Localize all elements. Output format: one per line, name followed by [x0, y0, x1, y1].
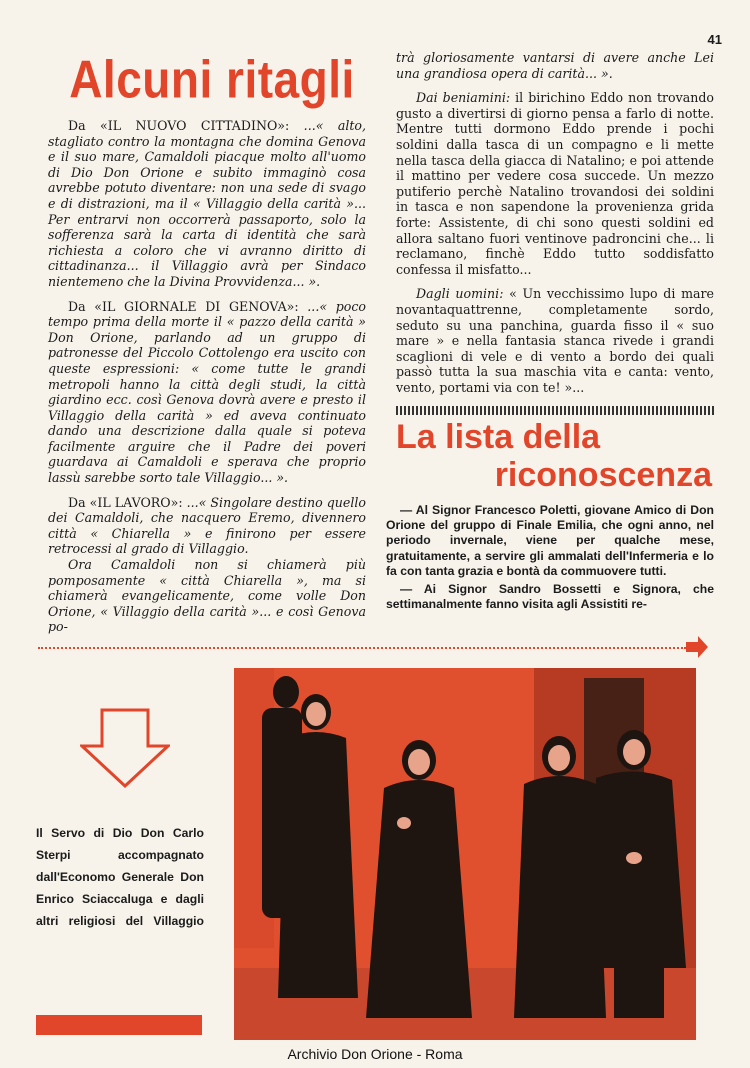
clip-text: ...« Singolare destino quello dei Camaldoli, che nacquero Eremo, divennero città « Chiarella » e finirono per essere retrocessi al grado di Villaggio.: [48, 494, 366, 557]
clip-paragraph: [48, 299, 366, 486]
right-column: [396, 50, 714, 404]
story-text: « Un vecchissimo lupo di mare novantaquattrenne, completamente sordo, seduto su una panchina, guarda fisso il « suo mare » e nella fantasia stanca rivede i grandi scaglioni di vele e di vento a bordo dei quali passò tutta la sua maschia vita e canta: vento, vento, portami via con te! »...: [396, 286, 714, 395]
clip-paragraph: [48, 118, 366, 290]
section-divider: [396, 406, 714, 415]
page-number: 41: [707, 32, 722, 47]
story-paragraph: [396, 90, 714, 277]
clip-source: Da «IL GIORNALE DI GENOVA»:: [68, 298, 299, 314]
lista-title-line1: La lista della: [396, 418, 601, 456]
dotted-separator: [38, 647, 686, 649]
lista-item: — Al Signor Francesco Poletti, giovane Amico di Don Orione del gruppo di Finale Emilia, che ogni anno, nel periodo invernale, viene per qualche mese, gratuitamente, a servire gli ammalati dell'Infermeria e lo fa con tanta grazia e bontà da commuovere tutti.: [386, 503, 714, 578]
clip-source: Da «IL LAVORO»:: [68, 494, 183, 510]
lista-item: — Ai Signor Sandro Bossetti e Signora, che settimanalmente fanno visita agli Assistiti re-: [386, 582, 714, 612]
arrow-right-icon: [686, 636, 708, 658]
lista-title: [396, 418, 716, 494]
clip-text: ...« alto, stagliato contro la montagna che domina Genova e il suo mare, Camaldoli piacque molto all'uomo di Dio Don Orione e subito immaginò cosa avrebbe potuto diventare: non una sede di svago e di distrazioni, ma il « Villaggio della carità »... Per entrarvi non occorrerà passaporto, solo la sofferenza sarà la carta di identità che sarà richiesta a coloro che vi avranno diritto di cittadinanza... il Villaggio avrà per Sindaco nientemeno che la Divina Provvidenza... ».: [48, 118, 367, 289]
continued-text: trà gloriosamente vantarsi di avere anche Lei una grandiosa opera di carità... ».: [396, 50, 714, 81]
clip-continuation: Ora Camaldoli non si chiamerà più pomposamente « città Chiarella », ma si chiamerà evangelicamente, come volle Don Orione, « Villaggio della carità »... e così Genova po-: [48, 557, 366, 635]
clip-paragraph: [48, 495, 366, 557]
photo-caption: Il Servo di Dio Don Carlo Sterpi accompagnato dall'Economo Generale Don Enrico Sciaccaluga e dagli altri religiosi del Villaggio: [36, 826, 204, 928]
lista-title-line2: riconoscenza: [494, 456, 712, 494]
clip-source: Da «IL NUOVO CITTADINO»:: [68, 118, 290, 133]
story-paragraph: [396, 286, 714, 395]
arrow-down-icon: [80, 708, 170, 788]
story-lead: Dagli uomini:: [416, 286, 504, 302]
clip-text: ...« poco tempo prima della morte il « pazzo della carità » Don Orione, parlando ad un gruppo di patronesse del Piccolo Cottolengo era uscito con queste espressioni: « come tutte le grandi metropoli hanno la città degli studi, la città giardino ecc. così Genova dovrà avere e presto il Villaggio della carità » ed aveva continuato dando una descrizione dalla quale si poteva facilmente arguire che il Padre dei poveri guardava ai Camaldoli e sperava che proprio lassù sarebbe sorto tale Villaggio... ».: [48, 298, 366, 486]
caption-bar: [36, 1015, 202, 1035]
story-lead: Dai beniamini:: [416, 90, 511, 106]
article-title: Alcuni ritagli: [69, 49, 355, 109]
lista-body: [386, 503, 714, 615]
story-text: il birichino Eddo non trovando gusto a divertirsi di giorno pensa a farlo di notte. Mentre tutti dormono Eddo prende i pochi soldini dalla tasca di un compagno e li mette nella tasca della giacca di Natalino; e poi attende il mattino per vedere cosa succede. Un mezzo putiferio perchè Natalino trovandosi dei soldini in tasca e non sapendone la provenienza grida forte: Assistente, di chi sono questi soldini ed allora saltano fuori ventinove padroncini che... li reclamano, finchè Eddo tutto soddisfatto confessa il misfatto...: [396, 90, 714, 277]
group-photo: [234, 668, 696, 1040]
left-column: [48, 118, 366, 644]
archive-footer: Archivio Don Orione - Roma: [287, 1046, 463, 1062]
